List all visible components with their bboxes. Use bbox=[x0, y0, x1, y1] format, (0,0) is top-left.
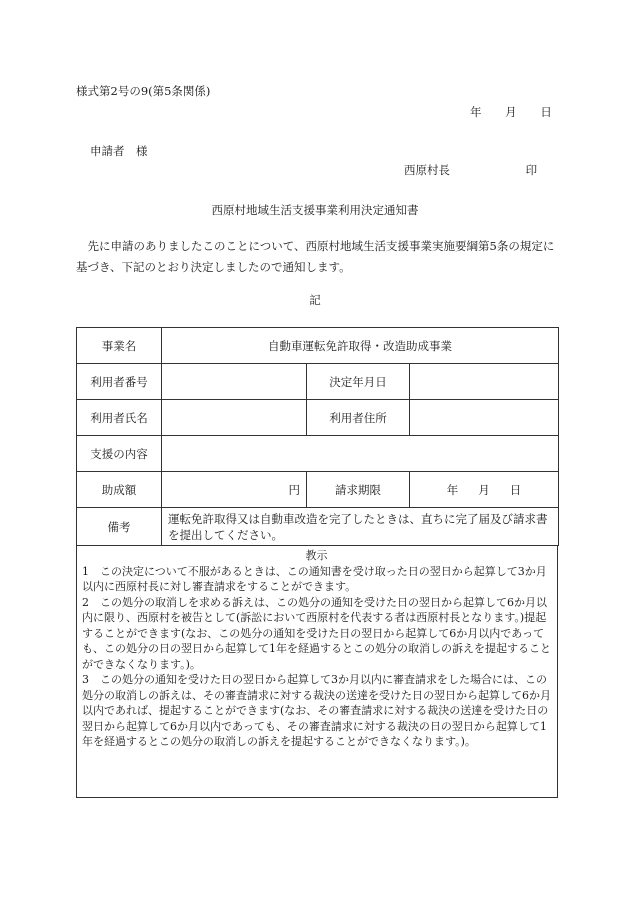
subsidy-value bbox=[162, 472, 307, 508]
instruction-box bbox=[76, 545, 558, 798]
support-content-value bbox=[162, 436, 559, 472]
table-row bbox=[77, 328, 559, 364]
instruction-item-3: 3 この処分の通知を受けた日の翌日から起算して3か月以内に審査請求をした場合には、この処分の取消しの訴えは、その審査請求に対する裁決の送達を受けた日の翌日から起算して6か月以内であれば、提起することができます(なお、その審査請求に対する裁決の送達を受けた日の翌日から起算して6か月以内であっても、その審査請求に対する裁決の日の翌日から起算して1年を経過するとこの処分の取消しの訴えを提起することができなくなります。)。 bbox=[82, 673, 551, 748]
remarks-value: 運転免許取得又は自動車改造を完了したときは、直ちに完了届及び請求書を提出してください。 bbox=[162, 508, 559, 546]
decision-date-value bbox=[410, 364, 559, 400]
applicant-line: 申請者 様 bbox=[90, 144, 148, 158]
body-paragraph: 先に申請のありましたこのことについて、西原村地域生活支援事業実施要綱第5条の規定に基づき、下記のとおり決定しましたので通知します。 bbox=[76, 239, 555, 274]
user-address-value bbox=[410, 400, 559, 436]
table-row bbox=[77, 364, 559, 400]
user-number-value bbox=[162, 364, 307, 400]
instruction-item-1: 1 この決定について不服があるときは、この通知書を受け取った日の翌日から起算して3か月以内に西原村長に対し審査請求をすることができます。 bbox=[82, 564, 547, 593]
business-name-label: 事業名 bbox=[77, 328, 162, 364]
decision-table bbox=[76, 327, 559, 546]
decision-date-label: 決定年月日 bbox=[307, 364, 410, 400]
remarks-label: 備考 bbox=[77, 508, 162, 546]
instruction-heading: 教示 bbox=[305, 549, 328, 562]
seal-mark: 印 bbox=[525, 163, 538, 177]
ki-heading: 記 bbox=[309, 293, 321, 307]
date-line bbox=[470, 104, 552, 120]
instruction-item-2: 2 この処分の取消しを求める訴えは、この処分の通知を受けた日の翌日から起算して6か月以内に限り、西原村を被告として(訴訟において西原村を代表する者は西原村長となります。)提起することができます(なお、この処分の通知を受けた日の翌日から起算して6か月以内であっても、この処分の日の翌日から起算して1年を経過するとこの処分の取消しの訴えを提起することができなくなります。)。 bbox=[82, 595, 551, 671]
user-number-label: 利用者番号 bbox=[77, 364, 162, 400]
issuer-name: 西原村長 bbox=[404, 163, 450, 177]
claim-deadline-value bbox=[410, 472, 559, 508]
issuer-line bbox=[404, 162, 537, 178]
date-year: 年 bbox=[470, 105, 482, 119]
claim-month: 月 bbox=[478, 482, 490, 497]
table-row bbox=[77, 436, 559, 472]
claim-year: 年 bbox=[446, 482, 459, 497]
support-content-label: 支援の内容 bbox=[77, 436, 162, 472]
user-address-label: 利用者住所 bbox=[307, 400, 410, 436]
subsidy-unit: 円 bbox=[288, 482, 300, 497]
document-title: 西原村地域生活支援事業利用決定通知書 bbox=[211, 203, 419, 217]
subsidy-label: 助成額 bbox=[77, 472, 162, 508]
table-row bbox=[77, 400, 559, 436]
table-row bbox=[77, 472, 559, 508]
claim-deadline-label: 請求期限 bbox=[307, 472, 410, 508]
claim-day: 日 bbox=[509, 482, 522, 497]
form-number: 様式第2号の9(第5条関係) bbox=[76, 84, 211, 98]
table-row bbox=[77, 508, 559, 546]
date-day: 日 bbox=[540, 105, 552, 119]
business-name-value: 自動車運転免許取得・改造助成事業 bbox=[162, 328, 559, 364]
user-name-label: 利用者氏名 bbox=[77, 400, 162, 436]
date-month: 月 bbox=[505, 105, 517, 119]
user-name-value bbox=[162, 400, 307, 436]
